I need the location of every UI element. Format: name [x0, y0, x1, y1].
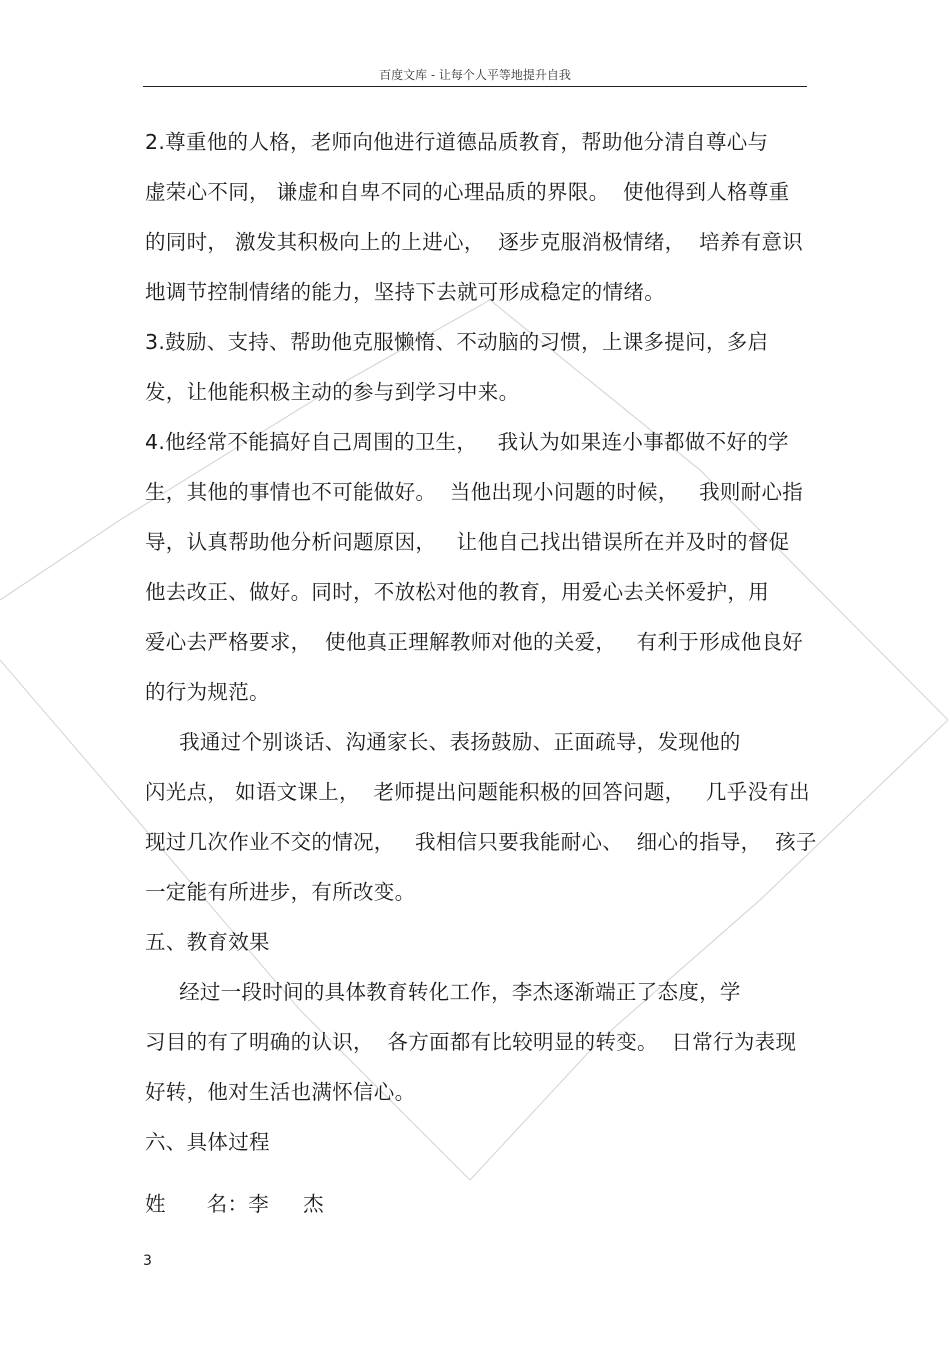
paragraph-line: 4.他经常不能搞好自己周围的卫生， 我认为如果连小事都做不好的学	[145, 430, 789, 454]
page-header: 百度文库 - 让每个人平等地提升自我	[379, 68, 571, 82]
paragraph-line: 导，认真帮助他分析问题原因， 让他自己找出错误所在并及时的督促	[145, 530, 790, 554]
paragraph-line: 3.鼓励、支持、帮助他克服懒惰、不动脑的习惯，上课多提问，多启	[145, 330, 769, 354]
paragraph-line: 我通过个别谈话、沟通家长、表扬鼓励、正面疏导，发现他的	[145, 730, 741, 754]
paragraph-line: 好转，他对生活也满怀信心。	[145, 1080, 416, 1104]
paragraph-line: 爱心去严格要求， 使他真正理解教师对他的关爱， 有利于形成他良好	[145, 630, 804, 654]
paragraph-line: 他去改正、做好。同时，不放松对他的教育，用爱心去关怀爱护，用	[145, 580, 769, 604]
paragraph-line: 2.尊重他的人格，老师向他进行道德品质教育，帮助他分清自尊心与	[145, 130, 769, 154]
paragraph-line: 虚荣心不同， 谦虚和自卑不同的心理品质的界限。 使他得到人格尊重	[145, 180, 790, 204]
page-number: 3	[143, 1253, 152, 1269]
header-divider	[143, 86, 807, 87]
paragraph-line: 现过几次作业不交的情况， 我相信只要我能耐心、 细心的指导， 孩子	[145, 830, 817, 854]
section-heading: 五、教育效果	[145, 930, 270, 954]
paragraph-line: 发，让他能积极主动的参与到学习中来。	[145, 380, 520, 404]
paragraph-line: 闪光点， 如语文课上， 老师提出问题能积极的回答问题， 几乎没有出	[145, 780, 810, 804]
paragraph-line: 习目的有了明确的认识， 各方面都有比较明显的转变。 日常行为表现	[145, 1030, 797, 1054]
paragraph-line: 的行为规范。	[145, 680, 270, 704]
paragraph-line: 生，其他的事情也不可能做好。 当他出现小问题的时候， 我则耐心指	[145, 480, 804, 504]
name-field: 姓 名：李 杰	[145, 1192, 324, 1216]
paragraph-line: 地调节控制情绪的能力，坚持下去就可形成稳定的情绪。	[145, 280, 665, 304]
section-heading: 六、具体过程	[145, 1130, 270, 1154]
paragraph-line: 经过一段时间的具体教育转化工作，李杰逐渐端正了态度，学	[145, 980, 741, 1004]
paragraph-line: 一定能有所进步，有所改变。	[145, 880, 416, 904]
paragraph-line: 的同时， 激发其积极向上的上进心， 逐步克服消极情绪， 培养有意识	[145, 230, 804, 254]
